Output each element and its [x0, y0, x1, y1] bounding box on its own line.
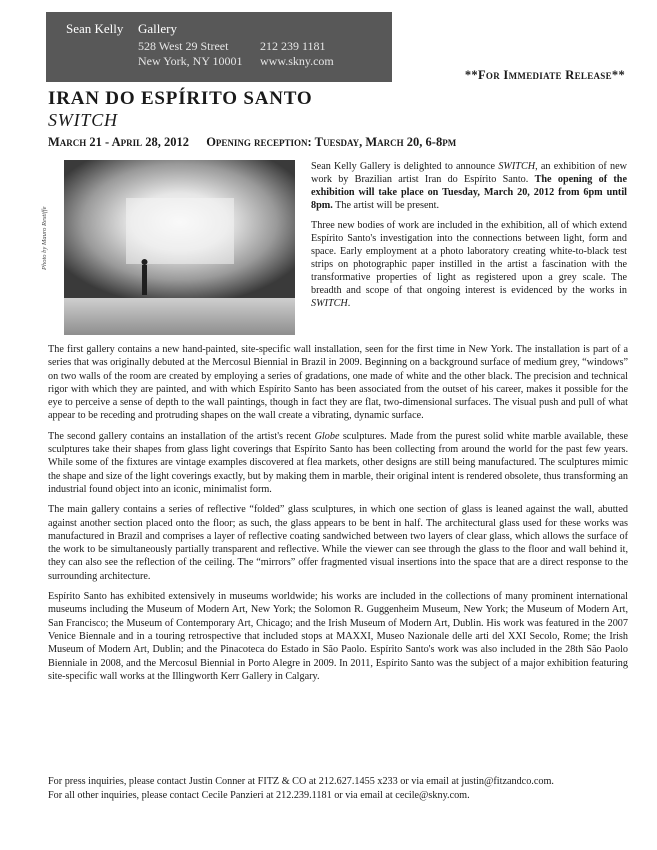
other-contact: For all other inquiries, please contact Cecile Panzieri at 212.239.1181 or via email at cecile@skny.com.	[48, 789, 470, 801]
intro-paragraph-2	[311, 219, 627, 310]
gallery-name: Sean Kelly	[66, 21, 124, 36]
exhibition-history-paragraph: Espírito Santo has exhibited extensively in museums worldwide; his works are included in the collections of many prominent international museums including the Museum of Modern Art, New York; the Solomon R. Guggenheim Museum, New York; the Museum of Modern Art, San Francisco; the Museum of Contemporary Art, Chicago; and the Irish Museum of Modern Art, Dublin. His work was featured in the 2007 Venice Biennale and in a touring retrospective that included stops at MAXXI, Museo Nazionale delle arti del XXI Secolo, Rome; the Irish Museum of Modern Art, Dublin; and the Pinacoteca do Estado in São Paolo. Espírito Santo's work was also included in the 28th São Paolo Bienniale in 2008, and the Mercosul Biennial in Porto Alegre in 2009. In 2011, Espírito Santo was the subject of a major exhibition featuring site-specific wall works at the Illingworth Kerr Gallery in Calgary.	[48, 591, 628, 682]
body-column	[48, 343, 628, 690]
photo-credit: Photo by Mauro Restiffe	[41, 206, 48, 270]
artist-name: IRAN DO ESPÍRITO SANTO	[48, 88, 313, 109]
second-gallery-paragraph	[48, 430, 628, 496]
intro-p1-text-a: Sean Kelly Gallery is delighted to announce	[311, 161, 499, 172]
contact-block	[48, 775, 638, 802]
opening-announcement: The opening of the exhibition will take place on Tuesday, March 20, 2012 from 6pm until 8pm.	[311, 174, 627, 211]
intro-column	[311, 160, 627, 317]
intro-p2-text-b: .	[347, 298, 351, 309]
intro-p2-title: SWITCH	[311, 298, 348, 309]
gallery-phone: 212 239 1181	[260, 39, 326, 53]
intro-p2-text-a: Three new bodies of work are included in the exhibition, all of which extend Espírito Santo's investigation into the connections between light, form and space. Early employment at a photo laboratory creating white-to-black test strips on photographic paper instilled in the artist a fascination with the transformative properties of light as registered upon a grey scale. The breadth and scope of that ongoing interest is evidenced by the works in	[311, 220, 627, 296]
opening-reception: Opening reception: Tuesday, March 20, 6-8pm	[206, 135, 457, 149]
globe-title: Globe	[314, 430, 340, 442]
intro-paragraph-1	[311, 160, 627, 212]
main-gallery-paragraph: The main gallery contains a series of reflective “folded” glass sculptures, in which one section of glass is leaned against the wall, abutted against another section placed onto the floor; as such, the glass appears to be bent in half. The architectural glass used for these works was manufactured in Brazil and comprises a layer of reflective coating sandwiched between two layers of clear glass, which allows the surface of the work to be simultaneously partially transparent and reflective. While the viewer can see through the glass to the floor and wall behind it, they can also see the reflection of the ceiling. The “mirrors” offer fragmented visual insertions into the space that are a direct response to the surrounding architecture.	[48, 504, 628, 582]
exhibition-title: SWITCH	[48, 110, 118, 130]
body-p4-text-b: sculptures. Made from the purest solid white marble available, these sculptures take their shapes from glass light coverings that Espírito Santo has been collecting from around the world for the past few years. While some of the fixtures are vintage examples discovered at flea markets, other designs are still being manufactured. The sculptures mimic the shape and size of the light coverings exactly, but by making them in marble, their original intent is rendered obsolete, thus transforming an industrial found object into an iconic, minimalist form.	[48, 430, 628, 495]
press-contact: For press inquiries, please contact Justin Conner at FITZ & CO at 212.627.1455 x233 or via email at justin@fitzandco.com.	[48, 776, 554, 787]
first-gallery-paragraph: The first gallery contains a new hand-painted, site-specific wall installation, seen for the first time in New York. The installation is part of a series that was originally debuted at the Mercosul Biennial in Brazil in 2009. Beginning on a background surface of medium grey, “windows” on two walls of the room are created by employing a series of gradations, one made of white and the other black. The precision and technical rigor with which they are painted, and with which Espírito Santo has been associated from the outset of his career, makes it possible for the eye to perceive a sense of depth to the wall paintings, though in fact they are flat, two-dimensional surfaces. The visual push and pull of what appear to be receding and protruding shapes on the wall create a vibrating, dynamic surface.	[48, 344, 628, 422]
installation-photo	[64, 160, 295, 335]
address-line-1: 528 West 29 Street	[138, 39, 229, 53]
installation-photo-image	[64, 160, 295, 335]
body-p4-text-a: The second gallery contains an installation of the artist's recent	[48, 430, 315, 442]
address-line-2: New York, NY 10001	[138, 54, 243, 68]
exhibition-dates: March 21 - April 28, 2012	[48, 135, 190, 149]
release-note: **For Immediate Release**	[464, 68, 625, 82]
gallery-word: Gallery	[138, 21, 177, 36]
gallery-website: www.skny.com	[260, 54, 334, 68]
intro-p1-title: SWITCH	[498, 161, 536, 172]
intro-p1-text-b: , an exhibition of new work by Brazilian artist Iran do Espírito Santo.	[311, 161, 627, 185]
intro-p1-text-c: The artist will be present.	[332, 200, 439, 211]
gallery-header-bar	[46, 12, 392, 82]
exhibition-dates-line	[48, 135, 456, 150]
